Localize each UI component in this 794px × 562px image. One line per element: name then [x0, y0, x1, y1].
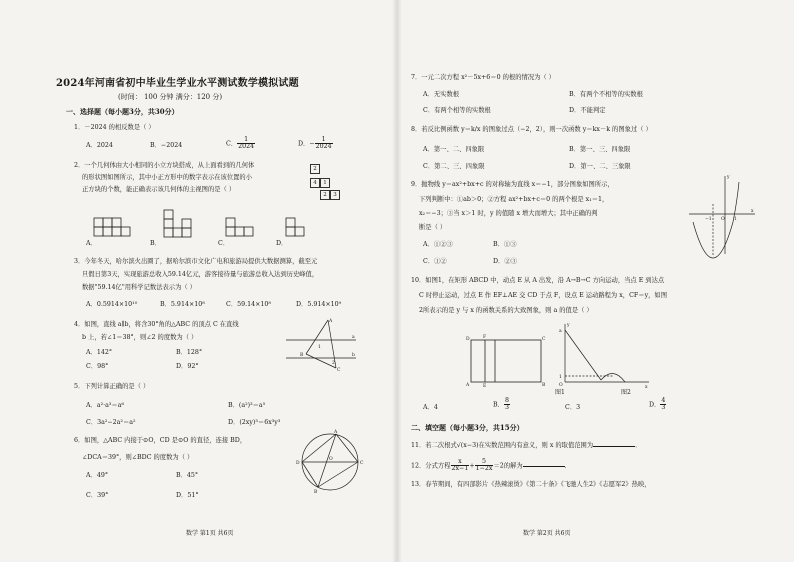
svg-text:1: 1 [318, 345, 321, 350]
svg-text:A: A [334, 430, 338, 435]
q4-option-a: A．142° [86, 349, 113, 356]
svg-text:D: D [296, 461, 300, 466]
q4-parallel-lines-figure [284, 318, 358, 372]
q2-stem-line1: 2．一个几何体由大小相同的小立方块搭成，从上面看到的几何体 [74, 162, 255, 169]
svg-text:O: O [559, 383, 563, 388]
q10-option-b: B． $\frac{8}{3}$ [493, 397, 509, 412]
q4-option-b: B．128° [176, 349, 203, 356]
svg-text:B: B [542, 383, 546, 388]
q10-option-a: A．4 [423, 404, 438, 411]
q2-stem-line2: 的形状图如图所示，其中小正方形中的数字表示在该位置的小 [82, 174, 253, 181]
svg-text:D: D [466, 337, 470, 342]
svg-text:a: a [559, 329, 562, 334]
q2-option-figures [86, 210, 316, 240]
q8-option-b: B．第一、三、四象限 [569, 146, 631, 153]
svg-text:a: a [352, 335, 355, 340]
q3-stem-line3: 数据"59.14亿"用科学记数法表示为（ ） [82, 284, 196, 291]
q2-stem-line3: 正方块的个数，能正确表示该几何体的主视图的是（ ） [82, 186, 236, 193]
q7-option-d: D．不能判定 [569, 107, 606, 114]
q10-function-graph [557, 322, 651, 388]
q3-option-c: C．59.14×10⁸ [226, 301, 271, 308]
q10-stem-line2: C 时停止运动，过点 E 作 EF⊥AE 交 CD 于点 F，设点 E 运动路程为 x，CF＝y，如图 [419, 292, 668, 299]
q9-option-b: B．①③ [493, 241, 517, 248]
q6-circle-figure [296, 430, 366, 494]
svg-text:y: y [727, 175, 730, 180]
svg-text:x: x [645, 385, 648, 390]
q6-stem-line2: ∠DCA＝39°，则∠BDC 的度数为（ ） [82, 454, 194, 461]
q3-option-b: B．5.914×10⁸ [160, 301, 205, 308]
q12-stem: 12．分式方程 $\frac{x}{2x-1}$ + $\frac{5}{1-2x}$ ＝2的解为 ． [411, 458, 571, 473]
svg-text:A: A [329, 319, 333, 324]
q10-stem-line3: 2所表示的是 y 与 x 的函数关系的大致图象，则 a 的值是（ ） [419, 307, 593, 314]
q4-option-d: D．92° [176, 363, 199, 370]
q9-option-d: D．②③ [493, 258, 517, 265]
exam-title: 2024年河南省初中毕业生学业水平测试数学模拟试题 [56, 78, 299, 89]
q13-stem: 13．春节期间，有四部影片《热辣滚烫》《第二十条》《飞驰人生2》《志愿军2》热映， [411, 481, 651, 488]
page-1-footer: 数学 第1页 共6页 [186, 530, 234, 537]
svg-text:C: C [542, 337, 546, 342]
q9-stem-line2: 下列判断中：①ab＞0；②方程 ax²+bx+c＝0 的两个根是 x₁＝1， [419, 196, 609, 203]
svg-text:A: A [466, 383, 470, 388]
q6-option-c: C．39° [86, 492, 109, 499]
q10-rectangle-figure [465, 330, 547, 388]
q1-option-c: C． $\frac{1}{2024}$ [226, 136, 255, 151]
q7-option-a: A．无实数根 [423, 91, 460, 98]
q10-option-c: C．3 [565, 404, 581, 411]
svg-text:−1: −1 [705, 217, 712, 222]
svg-text:1: 1 [559, 375, 562, 380]
grid-cell: 1 [320, 178, 330, 188]
q11-answer-blank[interactable] [593, 441, 635, 447]
section-2-heading: 二、填空题（每小题3分，共15分） [411, 423, 524, 432]
q4-stem-line1: 4．如图，直线 a∥b，将含30°角的△ABC 的顶点 C 在直线 [74, 321, 239, 328]
q9-option-c: C．①② [423, 258, 447, 265]
svg-text:B: B [314, 490, 318, 495]
svg-text:O: O [721, 217, 725, 222]
q9-stem-line1: 9．抛物线 y＝ax²+bx+c 的对称轴为直线 x＝−1，部分图象如图所示， [411, 181, 614, 188]
q3-option-d: D．5.914×10⁹ [296, 301, 342, 308]
section-1-heading: 一、选择题（每小题3分，共30分） [66, 107, 179, 116]
q1-stem: 1．－2024 的相反数是（ ） [74, 124, 155, 131]
q1-option-b: B．−2024 [150, 142, 183, 149]
svg-text:C: C [337, 368, 341, 373]
q6-stem-line1: 6．如图，△ABC 内接于⊙O，CD 是⊙O 的直径，连接 BD， [74, 437, 247, 444]
q9-stem-line4: 断是（ ） [419, 224, 447, 231]
svg-text:B: B [300, 353, 304, 358]
q5-option-c: C．3a²−2a²＝a² [86, 419, 136, 426]
q3-stem-line2: 旦假日第3天，实现旅游总收入59.14亿元，游客接待量与旅游总收入达到历史峰值， [82, 271, 319, 278]
grid-cell: 2 [320, 190, 330, 200]
q10-figure-2-caption: 图2 [621, 389, 631, 396]
q10-stem-line1: 10．如图1，在矩形 ABCD 中，动点 E 从 A 出发，沿 A→B→C 方向运动，当点 E 到达点 [411, 277, 665, 284]
svg-text:x: x [751, 209, 754, 214]
grid-cell: 4 [310, 178, 320, 188]
svg-text:1: 1 [734, 217, 737, 222]
q5-option-a: A．a²·a³＝a⁶ [86, 402, 124, 409]
grid-cell: 3 [330, 190, 340, 200]
grid-cell: 2 [310, 164, 320, 174]
q7-option-c: C．有两个相等的实数根 [423, 107, 491, 114]
q5-stem: 5．下列计算正确的是（ ） [74, 383, 150, 390]
q7-option-b: B．有两个不相等的实数根 [569, 91, 643, 98]
svg-text:O: O [329, 457, 333, 462]
q8-stem: 8．若反比例函数 y＝k/x 的图象过点（−2，2），则一次函数 y＝kx－k 的图象过（ ） [411, 126, 652, 133]
exam-subtitle: (时间： 100 分钟 满分：120 分) [118, 93, 223, 101]
q4-option-c: C．98° [86, 363, 109, 370]
q6-option-b: B．45° [176, 472, 199, 479]
q10-figure-1-caption: 图1 [555, 389, 565, 396]
q1-option-d: D．− $\frac{1}{2024}$ [298, 136, 332, 151]
svg-text:F: F [483, 335, 487, 340]
q8-option-c: C．第二、三、四象限 [423, 163, 485, 170]
q9-option-a: A．①②③ [423, 241, 453, 248]
q8-option-d: D．第一、二、三象限 [569, 163, 631, 170]
q3-option-a: A．0.5914×10¹⁰ [86, 301, 138, 308]
q5-option-b: B．(a²)³＝a⁵ [228, 402, 266, 409]
q8-option-a: A．第一、二、四象限 [423, 146, 485, 153]
page-2-footer: 数学 第2页 共6页 [523, 530, 571, 537]
q1-option-a: A．2024 [86, 142, 113, 149]
q3-stem-line1: 3．今年冬天，哈尔滨火出圈了，据哈尔滨市文化广电和旅游局提供大数据测算，截至元 [74, 258, 318, 265]
svg-text:b: b [352, 353, 355, 358]
q11-stem: 11．若二次根式√(x−3)在实数范围内有意义，则 x 的取值范围为 ． [411, 442, 642, 449]
q9-stem-line3: x₂＝−3；③当 x＞1 时，y 的值随 x 增大而增大；其中正确的判 [419, 210, 598, 217]
page-2 [397, 0, 794, 562]
q12-answer-blank[interactable] [523, 461, 565, 467]
svg-text:y: y [567, 323, 570, 328]
q6-option-a: A．49° [86, 472, 109, 479]
svg-text:2: 2 [332, 361, 335, 366]
q6-option-d: D．51° [176, 492, 199, 499]
q10-option-d: D． $\frac{4}{3}$ [649, 397, 666, 412]
q2-option-b: B． [150, 240, 161, 247]
q2-option-c: C． [218, 240, 230, 247]
q2-option-a: A． [86, 240, 97, 247]
q4-stem-line2: b 上，若∠1＝38°，则∠2 的度数为（ ） [82, 334, 198, 341]
q5-option-d: D．(2xy)³＝6x³y³ [228, 419, 281, 426]
svg-text:C: C [360, 461, 364, 466]
q7-stem: 7．一元二次方程 x²－5x+6＝0 的根的情况为（ ） [411, 74, 555, 81]
q9-parabola-figure [687, 174, 757, 258]
q2-option-d: D． [276, 240, 288, 247]
svg-text:E: E [483, 384, 487, 389]
